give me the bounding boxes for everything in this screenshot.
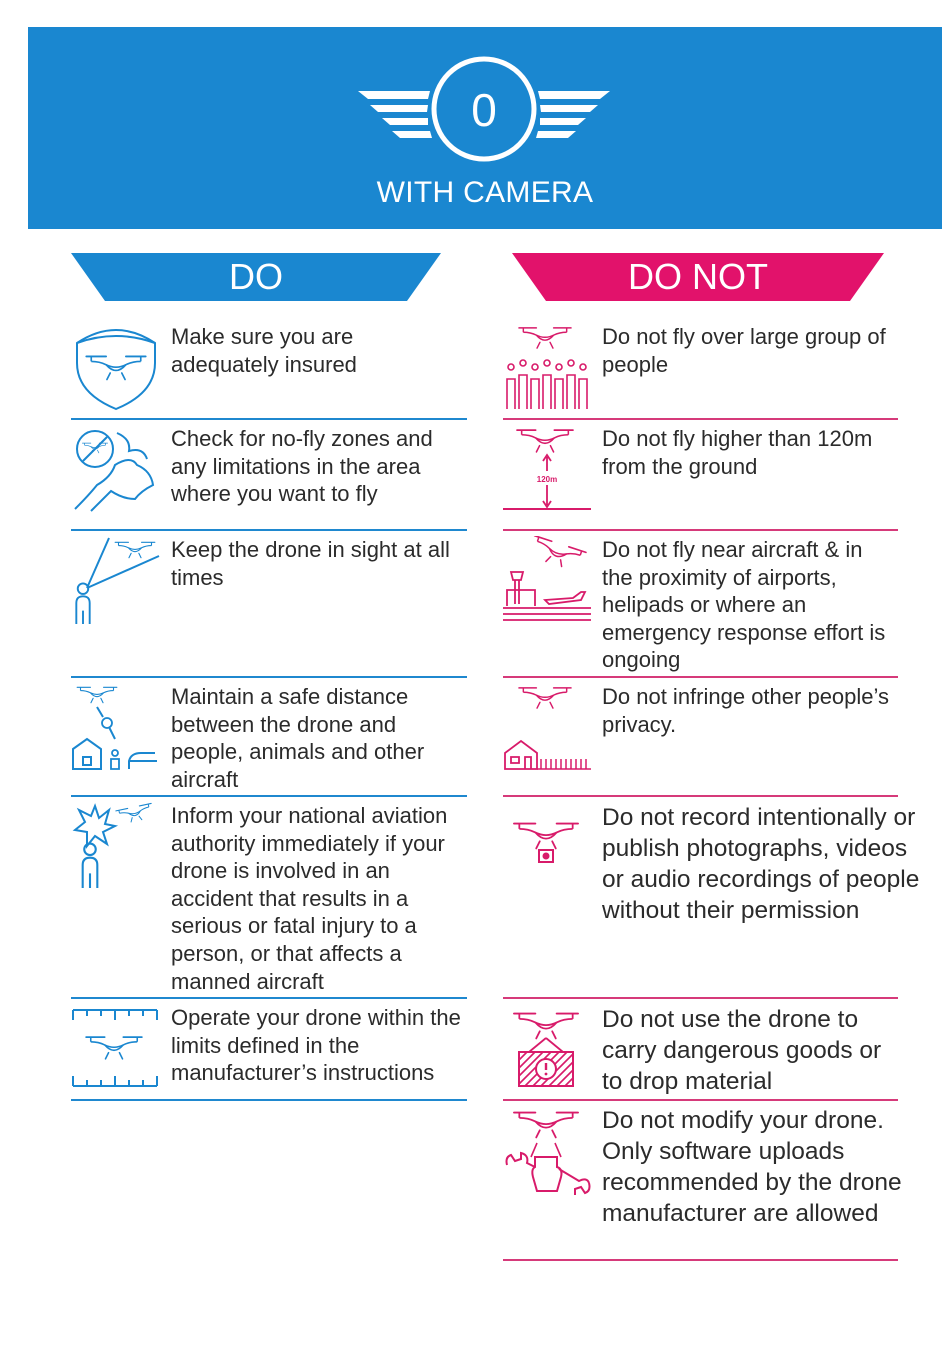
divider (71, 529, 467, 531)
do-item-text: Operate your drone within the limits defined in the manufacturer’s instructions (171, 1005, 461, 1086)
crowd-drone-icon (503, 323, 593, 413)
do-not-heading-ribbon (512, 253, 884, 301)
dont-item-text: Do not infringe other people’s privacy. (602, 684, 890, 737)
dangerous-goods-icon (503, 1004, 593, 1092)
do-item-no-fly-zones (71, 425, 467, 529)
page-subtitle: WITH CAMERA (376, 176, 594, 209)
divider (503, 676, 898, 678)
divider (71, 418, 467, 420)
camera-drone-icon (503, 802, 593, 872)
accident-report-icon (71, 802, 161, 892)
manufacturer-limits-icon (71, 1004, 161, 1092)
privacy-house-icon (503, 683, 593, 775)
divider (503, 1259, 898, 1261)
dont-item-dangerous-goods (503, 1004, 898, 1099)
dont-item-text: Do not fly higher than 120m from the ground (602, 426, 873, 479)
dont-item-modify (503, 1105, 913, 1260)
safe-distance-icon (71, 683, 161, 775)
dont-item-privacy (503, 683, 898, 795)
dont-item-airports (503, 536, 898, 676)
divider (503, 529, 898, 531)
do-heading: DO (229, 256, 283, 297)
do-item-text: Check for no-fly zones and any limitations in the area where you want to fly (171, 426, 433, 507)
do-item-insurance (71, 323, 467, 418)
badge-digit: 0 (471, 84, 497, 136)
airport-drone-icon (503, 536, 593, 626)
dont-item-altitude (503, 425, 898, 529)
do-item-manufacturer-limits (71, 1004, 467, 1099)
modify-drone-icon (503, 1105, 593, 1195)
dont-item-text: Do not fly near aircraft & in the proximity of airports, helipads or where an emergency response effort is ongoing (602, 537, 886, 673)
divider (503, 418, 898, 420)
dont-item-recording (503, 802, 923, 997)
dont-item-text: Do not fly over large group of people (602, 324, 886, 377)
divider (503, 1099, 898, 1101)
divider (71, 997, 467, 999)
divider (503, 795, 898, 797)
divider (71, 1099, 467, 1101)
visual-line-of-sight-icon (71, 536, 161, 626)
do-item-safe-distance (71, 683, 467, 795)
do-item-text: Keep the drone in sight at all times (171, 537, 450, 590)
do-not-heading: DO NOT (628, 256, 768, 297)
dont-item-text: Do not use the drone to carry dangerous goods or to drop material (602, 1006, 882, 1095)
no-fly-zone-map-icon (71, 425, 161, 515)
dont-item-crowds (503, 323, 898, 418)
do-item-text: Inform your national aviation authority immediately if your drone is involved in an accident that results in a serious or fatal injury to a person, or that affects a manned aircraft (171, 803, 448, 994)
divider (71, 676, 467, 678)
divider (503, 997, 898, 999)
do-item-text: Maintain a safe distance between the drone and people, animals and other aircraft (171, 684, 425, 792)
altitude-label: 120m (536, 475, 558, 484)
altitude-limit-icon (503, 425, 593, 513)
dont-item-text: Do not modify your drone. Only software uploads recommended by the drone manufacturer are allowed (602, 1107, 902, 1227)
dont-item-text: Do not record intentionally or publish photographs, videos or audio recordings of people without their permission (602, 804, 920, 924)
insurance-shield-drone-icon (71, 323, 161, 411)
divider (71, 795, 467, 797)
do-item-line-of-sight (71, 536, 467, 676)
do-item-report-accident (71, 802, 467, 997)
do-item-text: Make sure you are adequately insured (171, 324, 357, 377)
do-heading-ribbon (71, 253, 441, 301)
